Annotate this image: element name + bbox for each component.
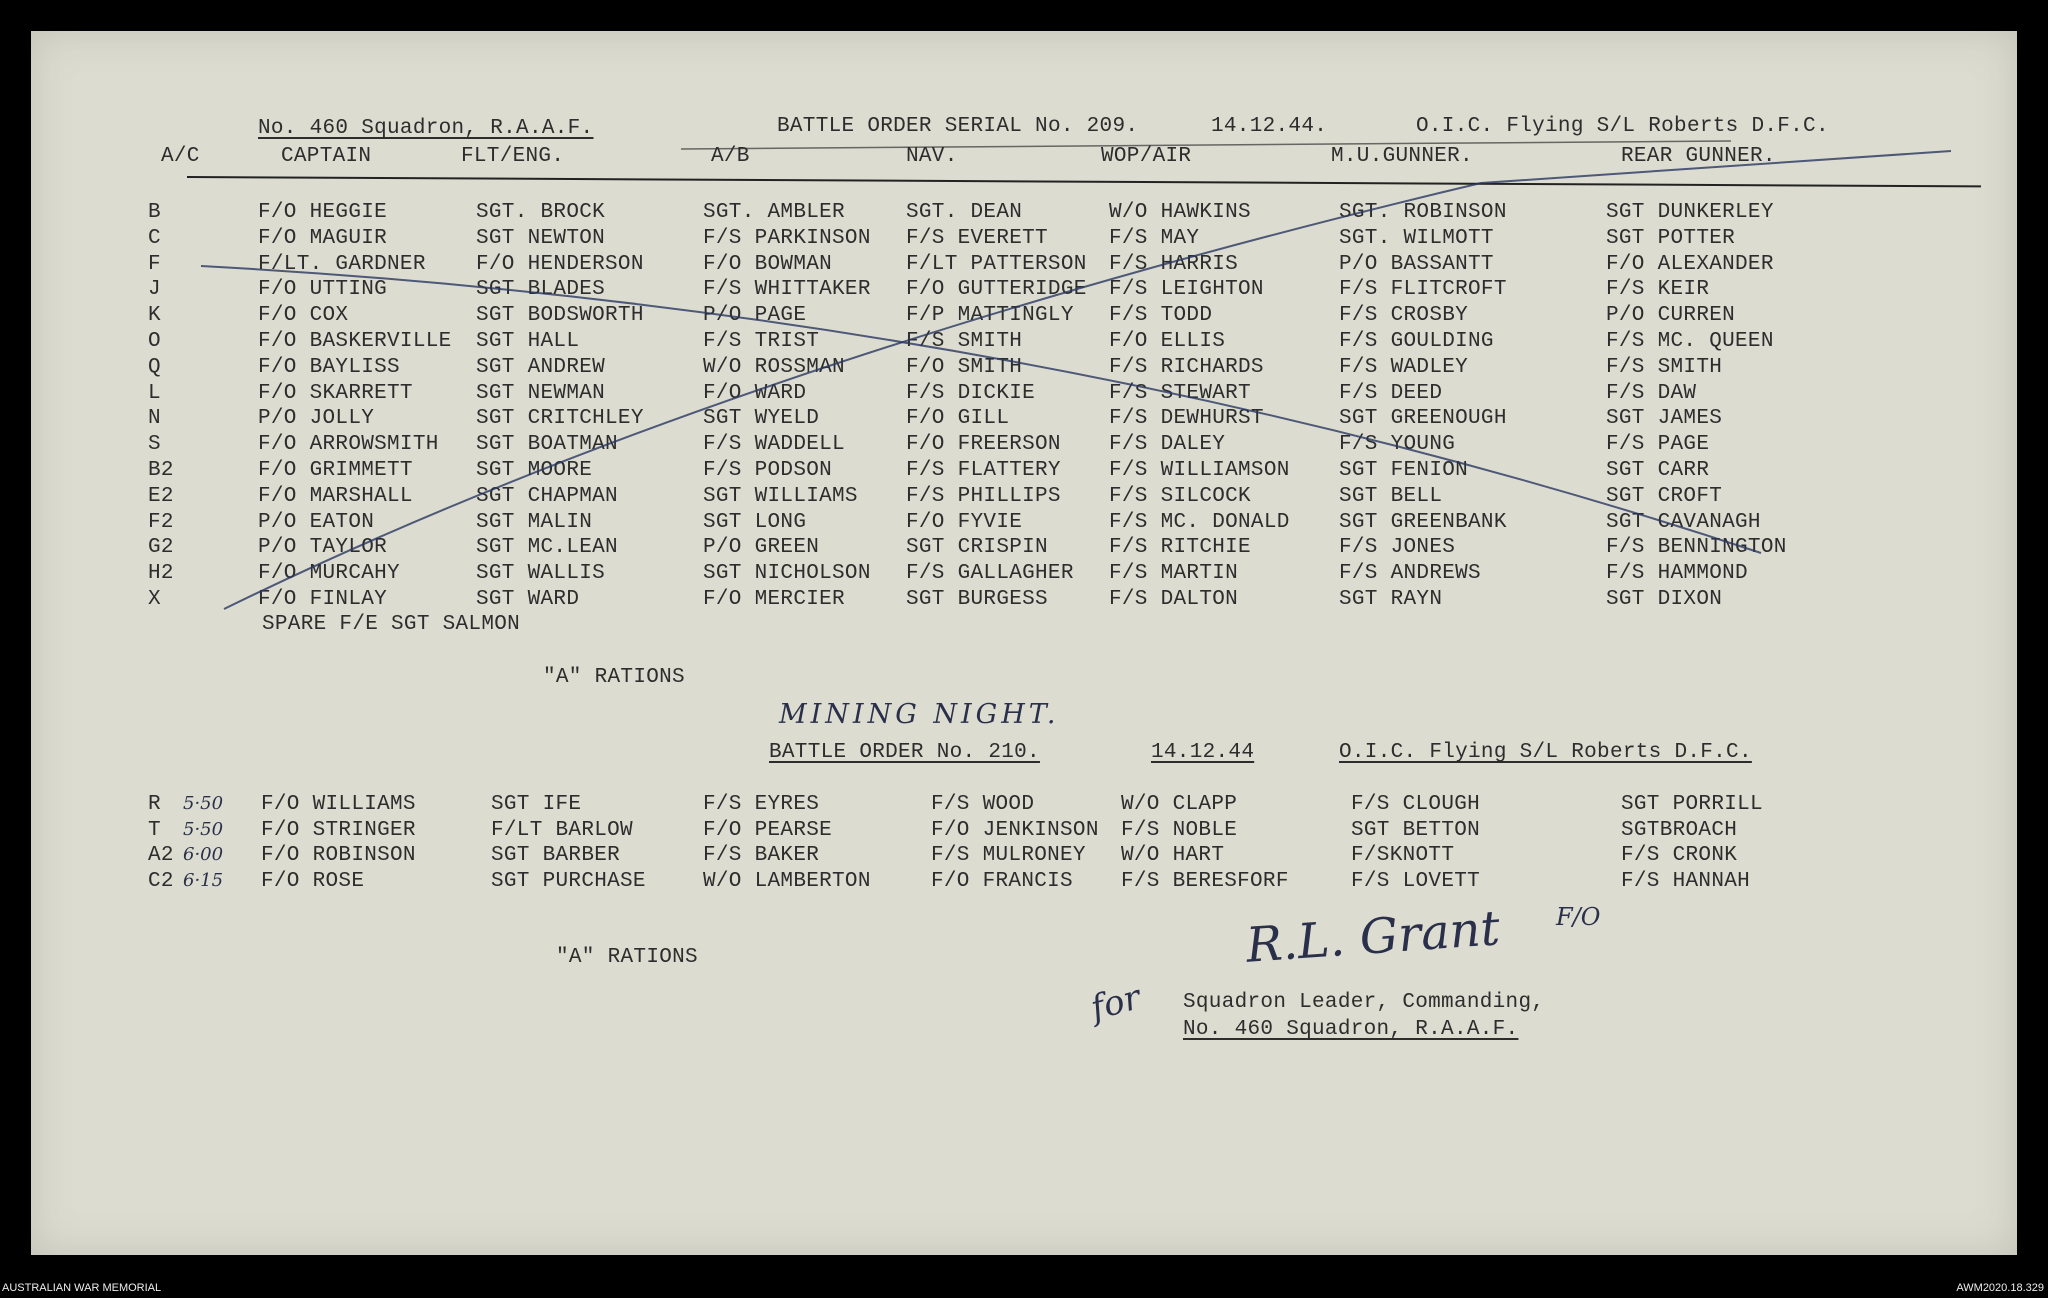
crew-cell-ac: O [148,330,161,353]
crew-cell-mu-gunner: F/S WADLEY [1339,355,1469,379]
signature: R.L. Grant [1244,900,1502,974]
crew-cell-ab: P/O GREEN [703,536,820,560]
crew-cell-ab: F/S PODSON [703,459,833,482]
crew-cell-ab: W/O LAMBERTON [703,869,871,893]
crew-cell-flt-eng: SGT. BROCK [476,201,606,224]
column-header-flt-eng: FLT/ENG. [461,145,565,168]
crew-cell-mu-gunner: F/S YOUNG [1339,433,1456,457]
crew-cell-ac: J [148,278,161,302]
crew-cell-nav: SGT. DEAN [906,201,1023,224]
crew-cell-nav: SGT CRISPIN [906,536,1048,560]
rations-note-1: "A" RATIONS [543,666,685,689]
crew-cell-ab: F/S WADDELL [703,433,845,457]
crew-cell-ac: H2 [148,562,174,586]
crew-cell-rear-gunner: SGT CARR [1606,459,1710,482]
crew-cell-mu-gunner: F/S LOVETT [1351,869,1481,893]
crew-cell-rear-gunner: SGT DIXON [1606,588,1723,611]
crew-cell-wop-air: F/S LEIGHTON [1109,278,1264,302]
crew-cell-flt-eng: SGT BOATMAN [476,433,618,457]
crew-cell-captain: P/O JOLLY [258,407,375,431]
crew-cell-flt-eng: SGT NEWMAN [476,381,606,405]
crew-cell-captain: F/O SKARRETT [258,381,413,405]
crew-cell-ac: E2 [148,484,174,508]
crew-cell-wop-air: F/S DEWHURST [1109,407,1264,431]
crew-cell-wop-air: F/S STEWART [1109,381,1251,405]
crew-cell-captain: F/O ROSE [261,869,365,893]
crew-cell-wop-air: W/O HART [1121,844,1225,867]
crew-cell-wop-air: F/S HARRIS [1109,252,1239,276]
crew-cell-ab: F/S EYRES [703,793,820,816]
crew-cell-flt-eng: SGT BARBER [491,844,621,867]
column-header-rear-gunner: REAR GUNNER. [1621,145,1776,168]
crew-cell-flt-eng: F/LT BARLOW [491,818,633,842]
crew-cell-ab: SGT WYELD [703,407,820,431]
crew-cell-rear-gunner: F/S HAMMOND [1606,562,1748,586]
crew-cell-captain: F/O UTTING [258,278,388,302]
crew-cell-ac: F2 [148,510,174,534]
column-header-nav: NAV. [906,145,958,168]
crew-cell-flt-eng: SGT CRITCHLEY [476,407,644,431]
crew-cell-ab: F/O PEARSE [703,818,833,842]
signature-suffix: F/O [1556,903,1601,931]
crew-cell-wop-air: F/S DALTON [1109,588,1239,611]
crew-cell-ab: P/O PAGE [703,304,807,328]
battle-order-210: BATTLE ORDER No. 210. [769,741,1040,764]
crew-cell-nav: F/O FREERSON [906,433,1061,457]
crew-cell-mu-gunner: F/S GOULDING [1339,330,1494,353]
crew-cell-captain: F/O ROBINSON [261,844,416,867]
crew-cell-rear-gunner: F/S BENNINGTON [1606,536,1787,560]
order-date: 14.12.44. [1211,115,1328,138]
crew-cell-captain: F/O WILLIAMS [261,793,416,816]
spare-flight-engineer: SPARE F/E SGT SALMON [262,613,521,636]
crew-cell-ac: B [148,201,161,224]
crew-cell-wop-air: F/S MARTIN [1109,562,1239,586]
column-header-ac: A/C [161,145,200,168]
crew-cell-rear-gunner: F/S DAW [1606,381,1697,405]
crew-cell-flt-eng: SGT PURCHASE [491,869,646,893]
crew-cell-ac: S [148,433,161,457]
crew-cell-rear-gunner: SGT CROFT [1606,484,1723,508]
column-header-mu-gunner: M.U.GUNNER. [1331,145,1473,168]
crew-cell-rear-gunner: F/S KEIR [1606,278,1710,302]
crew-cell-flt-eng: SGT NEWTON [476,226,606,250]
crew-cell-wop-air: F/S WILLIAMSON [1109,459,1290,482]
crew-cell-rear-gunner: SGT DUNKERLEY [1606,201,1774,224]
crew-cell-nav: F/P MATTINGLY [906,304,1074,328]
crew-cell-rear-gunner: P/O CURREN [1606,304,1736,328]
crew-cell-nav: F/S FLATTERY [906,459,1061,482]
crew-cell-mu-gunner: SGT GREENOUGH [1339,407,1507,431]
crew-cell-captain: F/O MURCAHY [258,562,400,586]
crew-cell-captain: F/O ARROWSMITH [258,433,439,457]
crew-cell-nav: F/O FRANCIS [931,869,1073,893]
crew-cell-ab: F/O BOWMAN [703,252,833,276]
crew-cell-mu-gunner: F/S CLOUGH [1351,793,1481,816]
crew-cell-rear-gunner: F/S CRONK [1621,844,1738,867]
crew-cell-captain: F/O BAYLISS [258,355,400,379]
crew-cell-nav: F/S EVERETT [906,226,1048,250]
crew-cell-mu-gunner: P/O BASSANTT [1339,252,1494,276]
crew-cell-captain: F/O MARSHALL [258,484,413,508]
crew-cell-ac: Q [148,355,161,379]
crew-cell-nav: F/O JENKINSON [931,818,1099,842]
crew-cell-flt-eng: SGT WARD [476,588,580,611]
crew-cell-captain: F/O HEGGIE [258,201,388,224]
crew-cell-ab: SGT WILLIAMS [703,484,858,508]
crew-cell-flt-eng: SGT MOORE [476,459,593,482]
crew-cell-nav: F/O SMITH [906,355,1023,379]
order-210-oic: O.I.C. Flying S/L Roberts D.F.C. [1339,741,1752,764]
signature-unit: No. 460 Squadron, R.A.A.F. [1183,1018,1519,1041]
crew-cell-mu-gunner: F/S DEED [1339,381,1443,405]
squadron-title: No. 460 Squadron, R.A.A.F. [258,117,594,140]
crew-cell-ab: F/O WARD [703,381,807,405]
crew-cell-ab: F/S TRIST [703,330,820,353]
crew-cell-ac: N [148,407,161,431]
footer-catalog-id: AWM2020.18.329 [1956,1282,2044,1294]
crew-cell-flt-eng: SGT ANDREW [476,355,606,379]
crew-cell-wop-air: F/S RICHARDS [1109,355,1264,379]
crew-cell-captain: F/O STRINGER [261,818,416,842]
crew-cell-takeoff-time: 6·00 [183,844,224,865]
document-sheet [31,31,2017,1255]
crew-cell-nav: F/S GALLAGHER [906,562,1074,586]
crew-cell-nav: F/O GUTTERIDGE [906,278,1087,302]
crew-cell-flt-eng: SGT MALIN [476,510,593,534]
crew-cell-captain: F/O FINLAY [258,588,388,611]
crew-cell-rear-gunner: SGT POTTER [1606,226,1736,250]
crew-cell-mu-gunner: SGT. WILMOTT [1339,226,1494,250]
crew-cell-wop-air: F/S BERESFORF [1121,869,1289,893]
crew-cell-ab: F/S PARKINSON [703,226,871,250]
crew-cell-nav: F/S MULRONEY [931,844,1086,867]
crew-cell-captain: F/O COX [258,304,349,328]
crew-cell-nav: F/S WOOD [931,793,1035,816]
crew-cell-captain: P/O EATON [258,510,375,534]
crew-cell-mu-gunner: F/S JONES [1339,536,1456,560]
crew-cell-nav: F/S SMITH [906,330,1023,353]
crew-cell-flt-eng: SGT HALL [476,330,580,353]
crew-cell-ab: F/S BAKER [703,844,820,867]
crew-cell-ac: F [148,252,161,276]
column-header-wop-air: WOP/AIR [1101,145,1192,168]
column-header-captain: CAPTAIN [281,145,372,168]
crew-cell-captain: F/LT. GARDNER [258,252,426,276]
crew-cell-wop-air: W/O HAWKINS [1109,201,1251,224]
crew-cell-ab: F/S WHITTAKER [703,278,871,302]
crew-cell-ab: SGT NICHOLSON [703,562,871,586]
crew-cell-nav: F/O GILL [906,407,1010,431]
crew-cell-rear-gunner: F/O ALEXANDER [1606,252,1774,276]
crew-cell-ac: K [148,304,161,328]
crew-cell-wop-air: F/S TODD [1109,304,1213,328]
crew-cell-wop-air: F/S MAY [1109,226,1200,250]
rations-note-2: "A" RATIONS [556,946,698,969]
crew-cell-wop-air: F/S SILCOCK [1109,484,1251,508]
crew-cell-flt-eng: SGT MC.LEAN [476,536,618,560]
crew-cell-mu-gunner: SGT FENION [1339,459,1469,482]
oic-flying: O.I.C. Flying S/L Roberts D.F.C. [1416,115,1829,138]
crew-cell-flt-eng: SGT BLADES [476,278,606,302]
crew-cell-ac: C [148,226,161,250]
crew-cell-takeoff-time: 5·50 [183,793,224,814]
footer-institution: AUSTRALIAN WAR MEMORIAL [2,1282,162,1294]
crew-cell-nav: SGT BURGESS [906,588,1048,611]
crew-cell-mu-gunner: SGT GREENBANK [1339,510,1507,534]
crew-cell-ab: F/O MERCIER [703,588,845,611]
crew-cell-nav: F/LT PATTERSON [906,252,1087,276]
crew-cell-mu-gunner: F/S ANDREWS [1339,562,1481,586]
crew-cell-ab: SGT. AMBLER [703,201,845,224]
crew-cell-wop-air: W/O CLAPP [1121,793,1238,816]
crew-cell-rear-gunner: SGTBROACH [1621,818,1738,842]
crew-cell-mu-gunner: F/SKNOTT [1351,844,1455,867]
crew-cell-rear-gunner: SGT JAMES [1606,407,1723,431]
crew-cell-mu-gunner: F/S CROSBY [1339,304,1469,328]
crew-cell-wop-air: F/S DALEY [1109,433,1226,457]
crew-cell-flt-eng: F/O HENDERSON [476,252,644,276]
pencil-strike-lines [31,31,2017,1255]
crew-cell-rear-gunner: F/S PAGE [1606,433,1710,457]
crew-cell-ac: B2 [148,459,174,482]
crew-cell-captain: F/O BASKERVILLE [258,330,452,353]
mining-night-note: MINING NIGHT. [779,699,1060,730]
crew-cell-ab: W/O ROSSMAN [703,355,845,379]
crew-cell-flt-eng: SGT WALLIS [476,562,606,586]
crew-cell-ac: R [148,793,161,816]
crew-cell-flt-eng: SGT IFE [491,793,582,816]
crew-cell-wop-air: F/O ELLIS [1109,330,1226,353]
crew-cell-nav: F/S PHILLIPS [906,484,1061,508]
crew-cell-captain: P/O TAYLOR [258,536,388,560]
crew-cell-rear-gunner: F/S HANNAH [1621,869,1751,893]
crew-cell-flt-eng: SGT CHAPMAN [476,484,618,508]
crew-cell-rear-gunner: SGT PORRILL [1621,793,1763,816]
crew-cell-captain: F/O MAGUIR [258,226,388,250]
crew-cell-takeoff-time: 6·15 [183,869,224,891]
crew-cell-ac: C2 [148,869,174,893]
crew-cell-ac: A2 [148,844,174,867]
signature-title: Squadron Leader, Commanding, [1183,991,1545,1014]
crew-cell-rear-gunner: F/S SMITH [1606,355,1723,379]
crew-cell-mu-gunner: SGT RAYN [1339,588,1443,611]
crew-cell-wop-air: F/S NOBLE [1121,818,1238,842]
crew-cell-captain: F/O GRIMMETT [258,459,413,482]
column-header-ab: A/B [711,145,750,168]
crew-cell-ac: L [148,381,161,405]
crew-cell-wop-air: F/S RITCHIE [1109,536,1251,560]
crew-cell-ac: T [148,818,161,842]
crew-cell-mu-gunner: SGT BELL [1339,484,1443,508]
crew-cell-rear-gunner: SGT CAVANAGH [1606,510,1761,534]
battle-order-serial: BATTLE ORDER SERIAL No. 209. [777,115,1139,138]
crew-cell-nav: F/O FYVIE [906,510,1023,534]
crew-cell-ac: X [148,588,161,611]
crew-cell-ac: G2 [148,536,174,560]
crew-cell-mu-gunner: SGT. ROBINSON [1339,201,1507,224]
crew-cell-nav: F/S DICKIE [906,381,1036,405]
crew-cell-wop-air: F/S MC. DONALD [1109,510,1290,534]
for-mark: for [1086,977,1145,1029]
crew-cell-ab: SGT LONG [703,510,807,534]
crew-cell-mu-gunner: F/S FLITCROFT [1339,278,1507,302]
crew-cell-takeoff-time: 5·50 [183,818,224,840]
order-210-date: 14.12.44 [1151,741,1255,764]
crew-cell-mu-gunner: SGT BETTON [1351,818,1481,842]
crew-cell-rear-gunner: F/S MC. QUEEN [1606,330,1774,353]
crew-cell-flt-eng: SGT BODSWORTH [476,304,644,328]
